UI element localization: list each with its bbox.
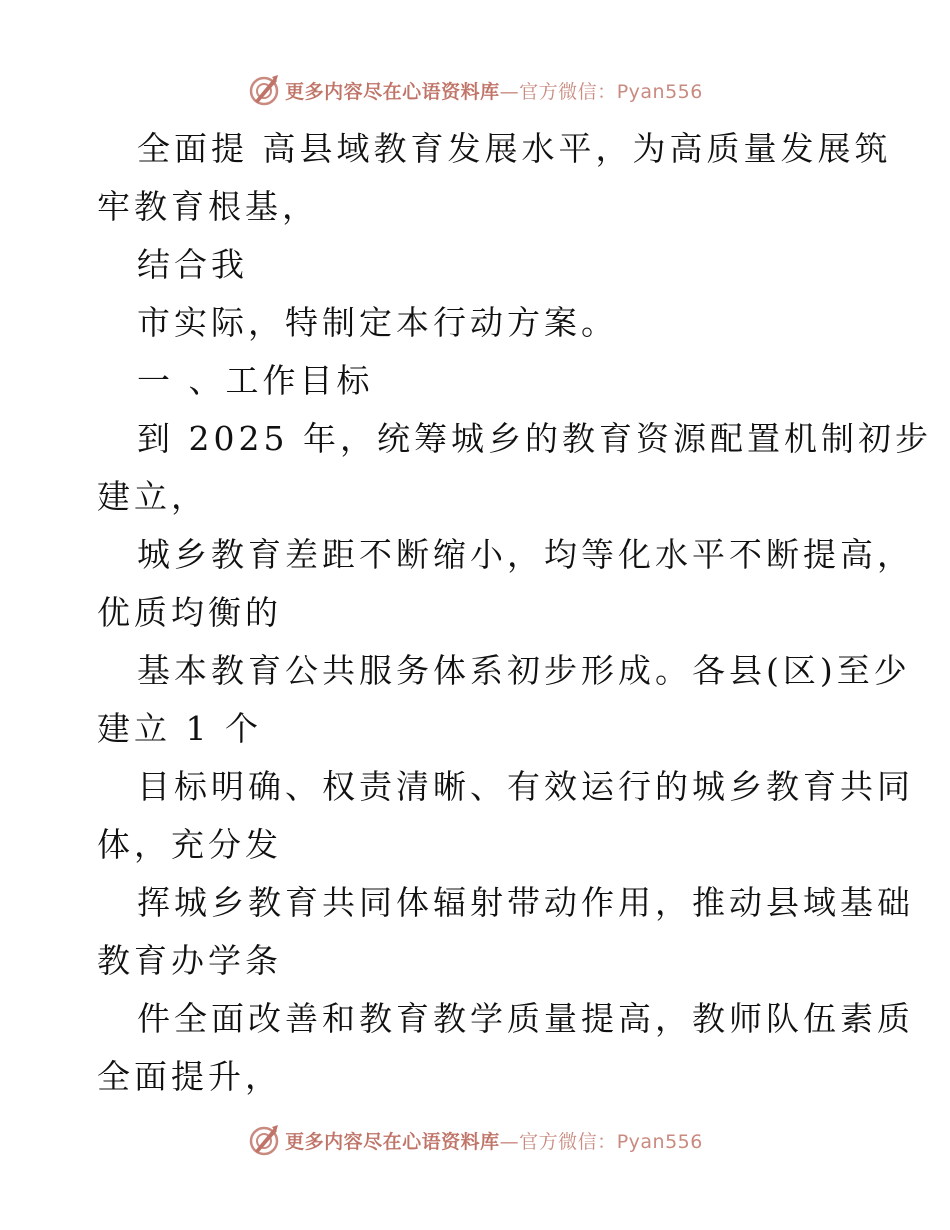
text-line: 优质均衡的	[97, 593, 282, 632]
watermark-text	[285, 1127, 703, 1154]
watermark-brand: 更多内容尽在心语资料库	[285, 80, 500, 103]
text-line: 建立，	[97, 477, 208, 516]
quill-seal-icon	[247, 1123, 281, 1157]
watermark-official-label: 官方微信：	[519, 80, 617, 103]
text-line: 建立 1 个	[97, 709, 262, 748]
text-line: 体，充分发	[97, 825, 282, 864]
text-line: 市实际，特制定本行动方案。	[137, 303, 618, 342]
text-line: 城乡教育差距不断缩小，均等化水平不断提高，	[137, 535, 914, 574]
text-line: 教育办学条	[97, 941, 282, 980]
section-heading: 一 、工作目标	[137, 361, 374, 400]
watermark-brand: 更多内容尽在心语资料库	[285, 1130, 500, 1153]
watermark-wechat-id: Pyan556	[616, 1130, 703, 1153]
watermark-text	[285, 77, 703, 104]
text-line: 挥城乡教育共同体辐射带动作用，推动县域基础	[137, 883, 914, 922]
watermark-wechat-id: Pyan556	[616, 80, 703, 103]
text-line: 件全面改善和教育教学质量提高，教师队伍素质	[137, 999, 914, 1038]
text-line: 全面提升，	[97, 1057, 282, 1096]
watermark-official-label: 官方微信：	[519, 1130, 617, 1153]
footer-watermark	[0, 1120, 950, 1160]
text-line: 结合我	[137, 245, 248, 284]
watermark-separator: —	[499, 1130, 520, 1153]
quill-seal-icon	[247, 73, 281, 107]
text-line: 全面提 高县域教育发展水平，为高质量发展筑	[137, 129, 892, 168]
text-line: 目标明确、权责清晰、有效运行的城乡教育共同	[137, 767, 914, 806]
text-line: 牢教育根基，	[97, 187, 319, 226]
text-line: 到 2025 年，统筹城乡的教育资源配置机制初步	[137, 419, 932, 458]
text-line: 基本教育公共服务体系初步形成。各县(区)至少	[137, 651, 911, 690]
header-watermark	[0, 70, 950, 110]
watermark-separator: —	[499, 80, 520, 103]
